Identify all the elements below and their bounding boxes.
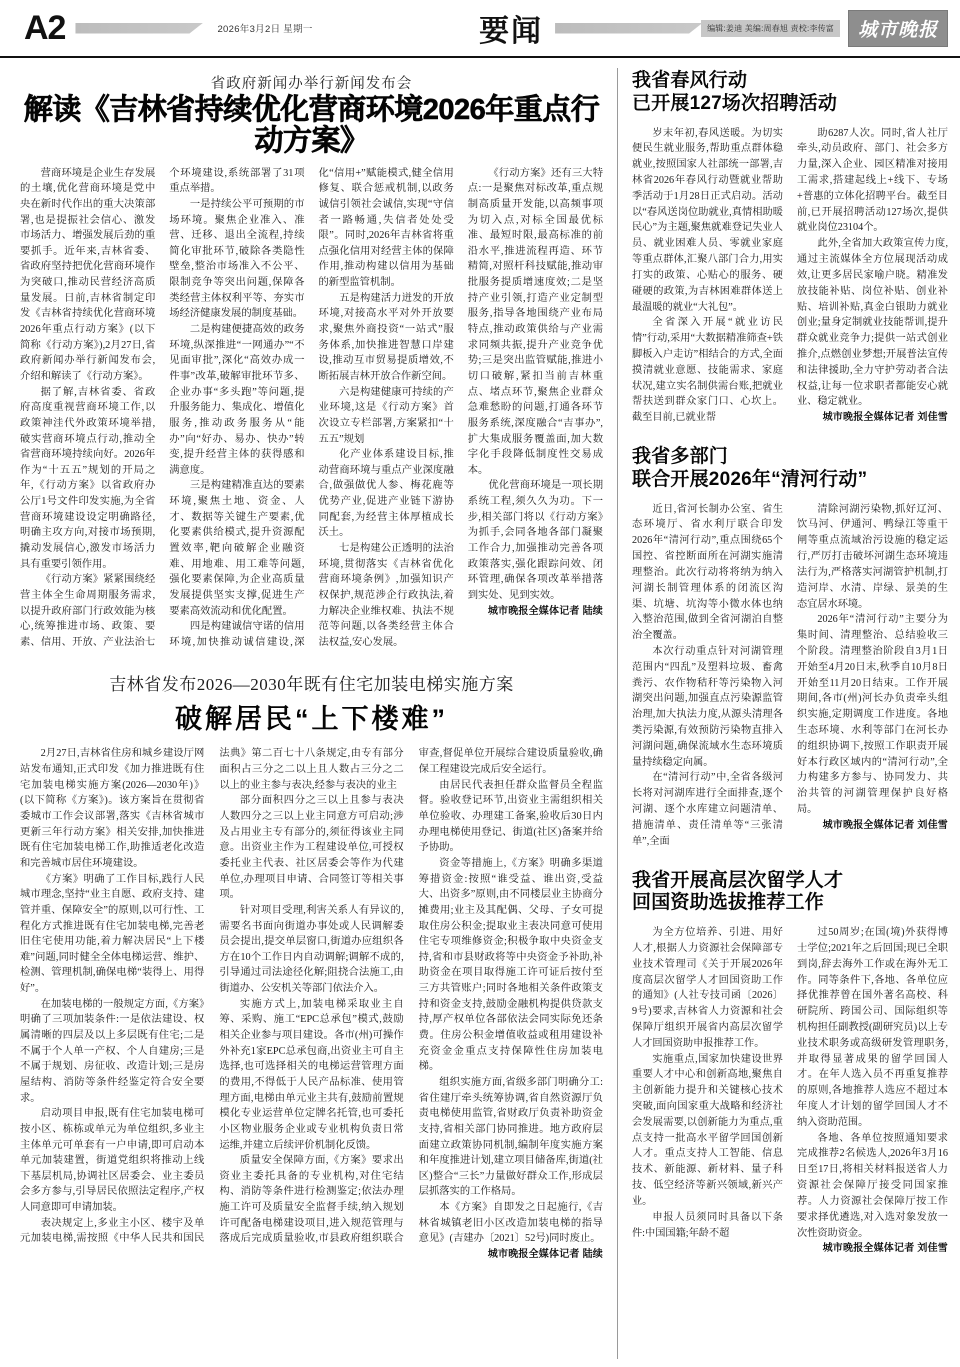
paragraph: 岁末年初,春风送暖。为切实便民生就业服务,帮助重点群体稳就业,按照国家人社部统一部署,吉林省2026年春风行动暨就业帮助季活动于1月28日正式启动。活动以“春风送岗位助就业,真情相助暖民心”为主题,聚焦就难登记失业人员、就业困难人员、零就业家庭等重点群体,汇聚八部门合力,用实打实的政策、心贴心的服务、硬碰硬的政策,为吉林困难群体送上最温暖的就业“大礼包”。 — [632, 127, 783, 313]
mid-article — [20, 664, 603, 1262]
masthead — [0, 0, 960, 58]
publication-date: 2026年3月2日 星期一 — [217, 24, 313, 35]
paragraph: 2026年“清河行动”主要分为集时间、清理整治、总结验收三个阶段。清理整治阶段自3月1日开始至4月20日末,秋季自10月8日开始至11月20日结束。工作开展期间,各市(州)河长办负责牵头组织实施,定期调度工作进度。各地生态环境、水利等部门在河长办的组织协调下,按照工作职责开展好本行政区域内的“清河行动”,全力构建多方参与、协同发力、共治共管的河湖管理保护良好格局。 — [797, 614, 948, 816]
headline-line: 回国资助选拔推荐工作 — [632, 892, 825, 914]
headline-line: 我省多部门 — [632, 446, 729, 468]
paragraph: 六是构建健康可持续的产业环境,这是《行动方案》首次设立专栏部署,方案紧扣“十五五”规划 — [318, 386, 454, 445]
main-column-zone — [20, 68, 618, 1359]
editor-credits: 编辑:姜迪 美编:周春旭 责校:李传富 — [701, 20, 840, 37]
paragraph: 本次行动重点针对河湖管理范围内“四乱”及塑料垃圾、畜禽粪污、农作物秸秆等污染物入河湖突出问题,加强直点污染源监管治理,加大执法力度,从源头清理各类污染源,有效预防污染物直排入河湖问题,确保流域水生态环境质量持续稳定向属。 — [632, 645, 783, 768]
paragraph: 此外,全省加大政策宣传力度,通过主流媒体全方位展现活动成效,让更多居民家喻户晓。精准发放技能补贴、岗位补贴、创业补贴、培训补贴,真金白银助力就业创业;量身定制就业技能帮训,提升群众就业竞争力;提供一站式创业推介,点燃创业梦想;开展普法宣传和法律援助,全力守护劳动者合法权益,让每一位求职者都能安心就业、稳定就业。 — [797, 238, 948, 408]
decorative-wedge-left — [75, 23, 203, 34]
paragraph: 过50周岁;在国(境)外获得博士学位;2021年之后回国;现已全职到岗,辞去海外工作或在海外无工作。同等条件下,各地、各单位应择优推荐曾在国外著名高校、科研院所、跨国公司、国际组织等机构担任副教授(副研究员)以上专业技术职务或高级研发管理职务,并取得显著成果的留学回国人才。在年人选入员不再重复推荐的原则,各地推荐人选应不超过本年度人才计划的留学回国人才不纳入资助范围。 — [797, 927, 948, 1128]
paragraph: 申报人员须同时具备以下条件:中国国籍;年龄不超 — [632, 1211, 783, 1239]
mid-kicker: 吉林省发布2026—2030年既有住宅加装电梯实施方案 — [109, 675, 514, 695]
side-article-3-columns — [632, 925, 948, 1257]
lead-headline: 解读《吉林省持续优化营商环境2026年重点行动方案》 — [23, 94, 600, 158]
side-headline-1 — [632, 70, 948, 116]
mid-byline: 城市晚报全媒体记者 陆续 — [487, 1248, 603, 1260]
paragraph: 优化营商环境是一项长期系统工程,须久久为功。下一步,相关部门将以《行动方案》为抓手,会同各地各部门凝聚工作合力,加强推动完善各项政策落实,强化跟踪问效、闭环管理,确保各项改革举措落到实处、见到实效。 — [467, 480, 603, 601]
headline-line: 我省春风行动 — [632, 70, 748, 91]
paragraph: 一是持续公平可预期的市场环境。聚焦企业准入、准营、迁移、退出全流程,持续简化审批环节,破除各类隐性壁垒,整治市场准入不公平、限制竞争等突出问题,保障各类经营主体权利平等、夯实市场经济健康发展的制度基础。 — [169, 198, 305, 320]
paragraph: 实施方式上,加装电梯采取业主自筹、采购、施工“EPC总承包”模式,鼓励相关企业参与项目建设。各市(州)可操作外补充1家EPC总承包商,出资业主可自主选择,也可选择相关的电梯运营管理方面的费用,不得低于人民产品标准、使用管理方面,电梯由单元业主共有,鼓励前置规模化专业运营单位定牌名托管,也可委托小区物业服务企业或专业机构负责日常运维,并建立后续评价机制化反馈。 — [219, 998, 404, 1151]
paragraph: 资金等措施上,《方案》明确多渠道筹措资金:按照“谁受益、谁出资,受益大、出资多”原则,由不同楼层业主协商分摊费用;业主及其配偶、父母、子女可提取住房公积金;提取业主表决同意可使用住宅专项维修资金;积极争取中央资金支持,省和市县财政将等中央资金予补助,补助资金在项目取得施工许可证后按付至三方共管账户;同时各地相关条件政策支持和资金支持,鼓励金融机构提供贷款支持,厚产权单位各部依法会同实际免还条费。住房公积金增值收益或租用建设补充资金金重点支持保障性住房加装电梯。 — [418, 857, 603, 1073]
paragraph: 组织实施方面,省级多部门明确分工:省住建厅牵头统筹协调,省自然资源厅负责电梯使用监管,省财政厅负责补助资金支持,省相关部门协同推进。地方政府层面建立政策协同机制,编制年度实施方案和年度推进计划,建立项目储备库,街道(社区)整合“三长”力量做好群众工作,形成层层抓落实的工作格局。 — [418, 1076, 603, 1198]
paragraph: 实施重点,国家加快建设世界重要人才中心和创新高地,聚焦自主创新能力提升和关键核心技术突破,面向国家重大战略和经济社会发展需要,以创新能力为重点,重点支持一批高水平留学回国创新人才。重点支持人工智能、信息技术、新能源、新材料、量子科技、低空经济等新兴领域,新兴产业。 — [632, 1053, 783, 1207]
side-headline-3 — [632, 870, 948, 916]
paragraph: 全省深入开展“就业访民情”行动,采用“大数据精准筛查+铁脚板入户走访”相结合的方式,全面摸清就业意愿、技能需求、家庭状况,建立实名制供需台账,把就业帮扶送到群众家门口、心坎上。截至目前,已就业帮 — [632, 317, 783, 424]
paragraph: 《方案》明确了工作目标,践行人民城市理念,坚持“业主自愿、政府支持、建管并重、保障安全”的原则,以可行性、工程化方式推进既有住宅加装电梯,完善老旧住宅使用功能,着力解决居民“上下楼难”问题,同时健全全体电梯运营、维护、检测、管理机制,确保电梯“装得上、用得好”。 — [20, 873, 205, 995]
side-article-divider — [632, 850, 948, 868]
paragraph: 《行动方案》还有三大特点:一是聚焦对标改革,重点规制高质量开发能,以高频事项为切入点,对标全国最优标准、最短时限,最高标准的前沿水平,推进流程再造、环节精简,对照杆科技赋能,推动审批服务提质增速度效;二是坚持产业引领,打造产业定制型服务,指导各地围绕产业布局特点,推动政策供给与产业需求同频共振,提升产业竞争优势;三是突出监管赋能,推进小切口破解,紧扣当前吉林重点、堵点环节,聚焦企业群众急难愁盼的问题,打通各环节服务系统,深度融合“吉事办”,扩大集成服务覆盖面,加大数字化手段降低制度性交易成本。 — [467, 167, 603, 476]
paragraph: 助6287人次。同时,省人社厅牵头,动员政府、部门、社会多方力量,深入企业、园区精准对接用工需求,搭建起线上+线下、专场+普惠的立体化招聘平台。截至目前,已开展招聘活动127场次,提供就业岗位23104个。 — [797, 127, 948, 234]
mid-headline: 破解居民“上下楼难” — [175, 704, 448, 735]
paragraph: 据了解,吉林省委、省政府高度重视营商环境工作,以政策神洼代外政策环境举措,破实营商环境点行动,推动全省营商环境持续向好。2026年作为“十五五”规划的开局之年,《行动方案》以省政府办公厅1号文件印发实施,为全省营商环境建设设定明确路径,明确主攻方向,对接市场预期,撬动发展信心,激发市场活力具有重要引领作用。 — [20, 386, 156, 570]
lead-article — [20, 68, 603, 650]
side-byline-1: 城市晚报全媒体记者 刘佳雪 — [822, 412, 948, 424]
lead-article-columns — [20, 166, 603, 651]
paragraph: 针对项目受理,利害关系人有异议的,需要名书面向街道办事处或人民调解委员会提出,提交单层窗口,街道办应组织各方在10个工作日内自动调解;调解不成的,引导通过司法途径化解;阻挠合法施工,由街道办、公安机关等部门依法介入。 — [219, 904, 404, 995]
decorative-wedge-right — [555, 23, 703, 34]
paragraph: 部分面积四分之三以上且参与表决人数四分之三以上业主同意方可启动;涉及占用业主专有部分的,须征得该业主同意。出资业主作为工程建设单位,可授权委托业主代表、社区居委会等作为代建单位,办理项目申请、合同签订等相关事项。 — [219, 795, 404, 901]
paragraph: 在“清河行动”中,全省各级河长将对河湖库进行全面排查,逐个河湖、逐个水库建立问题清单、措施清单、责任清单等“三张清单”,全面 — [632, 772, 783, 847]
side-article-1-columns — [632, 126, 948, 426]
paragraph: 清除河湖污染物,抓好辽河、饮马河、伊通河、鸭绿江等重干闸等重点流域治污设施的稳定运行,严厉打击破坏河湖生态环境违法行为,严格落实河湖管护机制,打造河岸、水清、岸绿、景美的生态宜居水环境。 — [797, 503, 948, 610]
section-title: 要闻 — [479, 15, 544, 48]
paragraph: 四是构建诚信守诺的信用环境,加快推动诚信建设,深化“信用+”赋能模式,健全信用修复、联合惩戒机制,以政务诚信引领社会诚信,实现“守信者一路畅通,失信者处处受限”。同时,2026年吉林省将重点强化信用对经营主体的保障作用,推动构建以信用为基础的新型监管机制。 — [169, 167, 454, 648]
paragraph: 启动项目申报,既有住宅加装电梯可按小区、栋栋或单元为单位组织,多业主主体单元可单套有一户申请,即可启动本单元加装建置，街道党组织将推动上线下基层机局,协调社区居委会、业主委员会多方参与,引导居民依照法定程序,产权人同意即可申请加装。 — [20, 1108, 205, 1214]
lead-byline: 城市晚报全媒体记者 陆续 — [487, 605, 603, 617]
side-article-spring-action — [632, 68, 948, 426]
side-article-river-action — [632, 444, 948, 849]
paragraph: 表决规定上,多业主小区、楼宇及单元加装电梯,需按照《中华人民共和国民法典》第二百七十八条规定,由专有部分面积占三分之二以上且人数占三分之二以上的业主参与表决,经参与表决的业主 — [20, 748, 404, 1245]
page-number: A2 — [24, 9, 66, 47]
paragraph: 化产业体系建设目标,推动营商环境与重点产业深度融合,做强做优人参、梅花鹿等优势产业,促进产业链下游协同配套,为经营主体厚植成长沃土。 — [318, 449, 454, 539]
headline-line: 我省开展高层次留学人才 — [632, 869, 844, 891]
newspaper-logo: 城市晚报 — [848, 10, 948, 47]
paragraph: 二是构建便捷高效的政务环境,纵深推进“一网通办”“不见面审批”,深化“高效办成一件事”改革,破解审批环节多、企业办事“多头跑”等问题,提升服务能力、集成化、增值化服务,推动政务服务从“能办”向“好办、易办、快办”转变,提升经营主体的获得感和满意度。 — [169, 324, 305, 476]
headline-line: 联合开展2026年“清河行动” — [632, 468, 868, 490]
paragraph: 质量安全保障方面,《方案》要求出资业主委托具备的专业机构,对住宅结构、消防等条件进行检测鉴定;依法办理施工许可及质量安全监督手续,纳入规划许可配备电梯建设项目,进入规范管理与落成后完成质量验收,市县政府组织联合审查,督促单位开展综合建设质量验收,确保工程建设完成后安全运行。 — [219, 748, 603, 1245]
paragraph: 五是构建活力迸发的开放环境,对接高水平对外开放要求,聚焦外商投资“一站式”服务体系,加快推进智慧口岸建设,推动互市贸易提质增效,不断拓展吉林开放合作新空间。 — [318, 292, 454, 382]
paragraph: 各地、各单位按照通知要求完成推荐2名候选人,2026年3月16日至17日,将相关材料报送省人力资源社会保障厅接受同国家推荐。人力资源社会保障厅按工作要求择优遴选,对入选对象发放一次性资助资金。 — [797, 1132, 948, 1239]
paragraph: 三是构建精准直达的要素环境,聚焦土地、资金、人才、数据等关键生产要素,优化要素供给模式,提升资源配置效率,靶向破解企业融资难、用地难、用工难等问题,强化要素保障,为企业高质量发展提供坚实支撑,促进生产要素高效流动和优化配置。 — [169, 480, 305, 617]
side-article-2-columns — [632, 502, 948, 850]
article-divider — [20, 650, 603, 664]
side-column-zone — [618, 68, 948, 1359]
paragraph: 本《方案》自即发之日起施行,《吉林省城镇老旧小区改造加装电梯的指导意见》(吉建办〔2021〕52号)同时废止。 — [418, 1202, 603, 1245]
paragraph: 七是构建公正透明的法治环境,贯彻落实《吉林省优化营商环境条例》,加强知识产权保护,规范涉企行政执法,着力解决企业维权难、执法不规范等问题,以各类经营主体合法权益,安心发展。 — [318, 543, 454, 648]
paragraph: 由居民代表担任群众监督员全程监督。验收登记环节,出资业主需组织相关单位验收、办理建工备案,验收后30日内办理电梯使用登记、街道(社区)备案并给予协助。 — [418, 779, 603, 854]
page-body — [0, 58, 960, 1365]
side-headline-2 — [632, 446, 948, 492]
side-article-divider — [632, 426, 948, 444]
paragraph: 2月27日,吉林省住房和城乡建设厅网站发布通知,正式印发《加力推进既有住宅加装电梯实施方案(2026—2030年)》(以下简称《方案》)。该方案旨在贯彻省委城市工作会议部署,落实《吉林省城市更新三年行动方案》相关安排,加快推进既有住宅加装电梯工作,助推适老化改造和完善城市居住环境建设。 — [20, 748, 205, 869]
mid-article-columns — [20, 746, 603, 1262]
paragraph: 近日,省河长制办公室、省生态环境厅、省水利厅联合印发2026年“清河行动”,重点围绕65个国控、省控断面所在河湖实施清理整治。此次行动将将纳为纳入河湖长制管理体系的闭流区沟渠、坑塘、坑沟等小微水体也纳入整治范围,做到全省河湖泊自整治全覆盖。 — [632, 503, 783, 642]
paragraph: 为全方位培养、引进、用好人才,根据人力资源社会保障部专业技术管理司《关于开展2026年度高层次留学人才回国资助工作的通知》(人社专技司函〔2026〕9号)要求,吉林省人力资源和社会保障厅组织开展省内高层次留学人才回国资助申报推荐工作。 — [632, 927, 783, 1049]
lead-kicker: 省政府新闻办举行新闻发布会 — [210, 76, 413, 92]
side-article-overseas-talent — [632, 868, 948, 1257]
side-byline-3: 城市晚报全媒体记者 刘佳雪 — [822, 1243, 948, 1255]
headline-line: 已开展127场次招聘活动 — [632, 92, 838, 114]
side-byline-2: 城市晚报全媒体记者 刘佳雪 — [822, 819, 948, 831]
paragraph: 《行动方案》紧紧围绕经营主体全生命周期服务需求,以提升政府部门行政效能为核心,统筹推进市场、政策、要素、信用、开放、产业法治七个环境建设,系统部署了31项重点举措。 — [20, 167, 305, 648]
paragraph: 在加装电梯的一般规定方面,《方案》明确了三项加装条件:一是依法建设、权属清晰的四层及以上多层既有住宅;二是不属于个人单一产权、个人自建房;三是不属于规划、房征收、改造计划;三是房屋结构、消防等条件经鉴定符合安全要求。 — [20, 998, 205, 1104]
paragraph: 营商环境是企业生存发展的土壤,优化营商环境是党中央在新时代作出的重大决策部署,也是提振社会信心、激发市场活力、增强发展后劲的重要抓手。近年来,吉林省委、省政府坚持把优化营商环境作为突破口,推动民营经济高质量发展。日前,吉林省制定印发《吉林省持续优化营商环境2026年重点行动方案》(以下简称《行动方案》),2月27日,省政府新闻办举行新闻发布会,介绍和解读了《行动方案》。 — [20, 167, 156, 382]
